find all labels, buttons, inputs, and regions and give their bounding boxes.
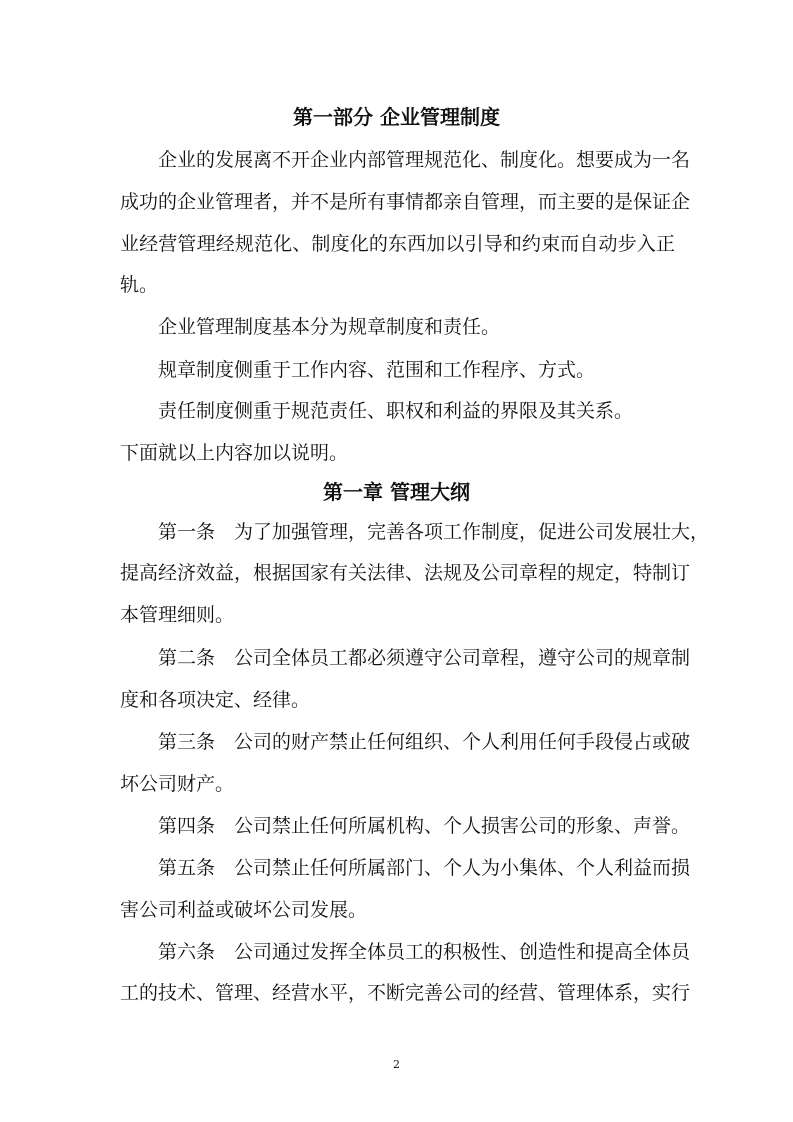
text-line: 第一条 为了加强管理，完善各项工作制度，促进公司发展壮大，	[158, 521, 710, 543]
text-line: 责任制度侧重于规范责任、职权和利益的界限及其关系。	[158, 400, 634, 422]
text-line: 坏公司财产。	[120, 773, 235, 795]
text-line: 成功的企业管理者，并不是所有事情都亲自管理，而主要的是保证企	[120, 191, 691, 213]
text-line: 企业的发展离不开企业内部管理规范化、制度化。想要成为一名	[158, 149, 691, 171]
text-line: 本管理细则。	[120, 604, 235, 626]
text-line: 第六条 公司通过发挥全体员工的积极性、创造性和提高全体员	[158, 941, 691, 963]
text-line: 下面就以上内容加以说明。	[120, 442, 349, 464]
text-line: 第四条 公司禁止任何所属机构、个人损害公司的形象、声誉。	[158, 815, 691, 837]
page-number: 2	[393, 1058, 400, 1071]
text-line: 业经营管理经规范化、制度化的东西加以引导和约束而自动步入正	[120, 233, 675, 255]
text-line: 企业管理制度基本分为规章制度和责任。	[158, 316, 501, 338]
text-line: 度和各项决定、经律。	[120, 689, 311, 711]
text-line: 轨。	[120, 274, 159, 296]
text-line: 第五条 公司禁止任何所属部门、个人为小集体、个人利益而损	[158, 857, 691, 879]
text-line: 工的技术、管理、经营水平，不断完善公司的经营、管理体系，实行	[120, 982, 691, 1004]
text-line: 第三条 公司的财产禁止任何组织、个人利用任何手段侵占或破	[158, 731, 691, 753]
text-line: 害公司利益或破坏公司发展。	[120, 899, 368, 921]
text-line: 第二条 公司全体员工都必须遵守公司章程，遵守公司的规章制	[158, 647, 691, 669]
part-title: 第一部分 企业管理制度	[293, 105, 500, 129]
text-line: 提高经济效益，根据国家有关法律、法规及公司章程的规定，特制订	[120, 562, 691, 584]
chapter-title: 第一章 管理大纲	[323, 480, 470, 504]
text-line: 规章制度侧重于工作内容、范围和工作程序、方式。	[158, 359, 596, 381]
